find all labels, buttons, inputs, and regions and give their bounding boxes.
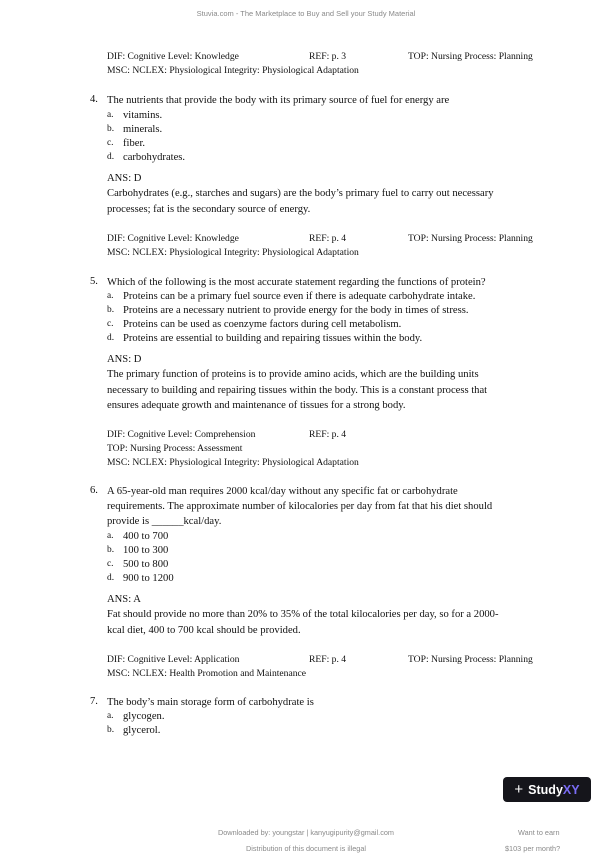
option-text: Proteins can be used as coenzyme factors during cell metabolism. (123, 319, 402, 330)
option-text: 900 to 1200 (123, 573, 174, 584)
q6-msc: MSC: NCLEX: Health Promotion and Maintenance (107, 668, 307, 679)
option-letter: c. (107, 138, 114, 148)
question-stem: requirements. The approximate number of kilocalories per day from fat that his diet should (107, 501, 493, 512)
q5-msc: MSC: NCLEX: Physiological Integrity: Physiological Adaptation (107, 457, 359, 468)
footer-distribution: Distribution of this document is illegal (245, 844, 367, 853)
q6-top: TOP: Nursing Process: Planning (408, 654, 533, 665)
option-letter: a. (107, 711, 114, 721)
rationale-line: processes; fat is the secondary source of energy. (107, 204, 311, 215)
rationale-line: The primary function of proteins is to provide amino acids, which are the building units (107, 369, 479, 380)
option-letter: b. (107, 124, 115, 134)
question-stem: The body’s main storage form of carbohydrate is (107, 697, 314, 708)
question-number: 4. (90, 94, 98, 105)
question-stem: The nutrients that provide the body with its primary source of fuel for energy are (107, 95, 450, 106)
site-header: Stuvia.com - The Marketplace to Buy and Sell your Study Material (196, 9, 416, 18)
footer-downloaded: Downloaded by: youngstar | kanyugipurity@gmail.com (217, 828, 394, 837)
rationale-line: ensures adequate growth and maintenance of tissues for a strong body. (107, 400, 406, 411)
option-letter: d. (107, 333, 115, 343)
option-text: fiber. (123, 138, 146, 149)
option-letter: a. (107, 110, 114, 120)
option-text: 500 to 800 (123, 559, 169, 570)
q4-msc: MSC: NCLEX: Physiological Integrity: Physiological Adaptation (107, 247, 359, 258)
option-text: glycerol. (123, 725, 161, 736)
q5-ref: REF: p. 4 (309, 429, 347, 440)
answer: ANS: A (107, 594, 141, 605)
option-letter: b. (107, 305, 115, 315)
studyxy-badge[interactable] (503, 777, 591, 802)
answer: ANS: D (107, 354, 142, 365)
question-stem: A 65-year-old man requires 2000 kcal/day without any specific fat or carbohydrate (107, 486, 458, 497)
q3-msc: MSC: NCLEX: Physiological Integrity: Physiological Adaptation (107, 65, 359, 76)
option-text: Proteins are essential to building and repairing tissues within the body. (123, 333, 423, 344)
option-text: vitamins. (123, 110, 163, 121)
rationale-line: Fat should provide no more than 20% to 35% of the total kilocalories per day, so for a 2000- (107, 609, 499, 620)
option-text: Proteins can be a primary fuel source even if there is adequate carbohydrate intake. (123, 291, 476, 302)
option-text: minerals. (123, 124, 163, 135)
q3-top: TOP: Nursing Process: Planning (408, 51, 533, 62)
q6-dif: DIF: Cognitive Level: Application (107, 654, 240, 665)
plus-icon: + (514, 781, 524, 798)
q4-top: TOP: Nursing Process: Planning (408, 233, 533, 244)
question-number: 5. (90, 276, 98, 287)
option-letter: b. (107, 545, 115, 555)
option-letter: c. (107, 559, 114, 569)
footer-want-to-earn[interactable]: Want to earn (518, 828, 560, 837)
q4-dif: DIF: Cognitive Level: Knowledge (107, 233, 239, 244)
rationale-line: Carbohydrates (e.g., starches and sugars) are the body’s primary fuel to carry out necessary (107, 188, 494, 199)
option-text: 100 to 300 (123, 545, 169, 556)
question-number: 7. (90, 696, 98, 707)
footer-price[interactable]: $103 per month? (505, 844, 561, 853)
question-stem: provide is ______kcal/day. (107, 516, 222, 527)
q3-ref: REF: p. 3 (309, 51, 347, 62)
option-letter: d. (107, 573, 115, 583)
option-letter: a. (107, 291, 114, 301)
option-text: glycogen. (123, 711, 165, 722)
question-number: 6. (90, 485, 98, 496)
q3-dif: DIF: Cognitive Level: Knowledge (107, 51, 239, 62)
question-stem: Which of the following is the most accurate statement regarding the functions of protein? (107, 277, 486, 288)
option-letter: b. (107, 725, 115, 735)
rationale-line: kcal diet, 400 to 700 kcal should be provided. (107, 625, 301, 636)
option-letter: d. (107, 152, 115, 162)
q5-top: TOP: Nursing Process: Assessment (107, 443, 243, 454)
badge-xy-text: XY (562, 782, 580, 797)
option-text: Proteins are a necessary nutrient to provide energy for the body in times of stress. (123, 305, 469, 316)
badge-study-text: Study (528, 782, 563, 797)
rationale-line: necessary to building and repairing tissues within the body. This is a constant process that (107, 385, 488, 396)
option-text: 400 to 700 (123, 531, 169, 542)
q4-ref: REF: p. 4 (309, 233, 347, 244)
option-letter: a. (107, 531, 114, 541)
answer: ANS: D (107, 173, 142, 184)
option-letter: c. (107, 319, 114, 329)
q5-dif: DIF: Cognitive Level: Comprehension (107, 429, 256, 440)
q6-ref: REF: p. 4 (309, 654, 347, 665)
option-text: carbohydrates. (123, 152, 186, 163)
